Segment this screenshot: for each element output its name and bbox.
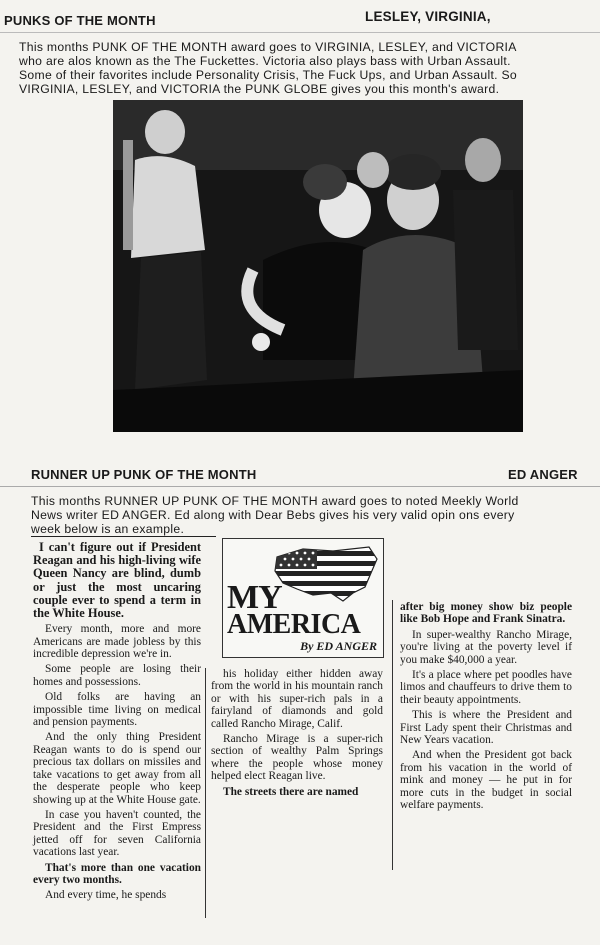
article-paragraph: The streets there are named bbox=[223, 785, 359, 798]
article-paragraph: And the only thing President Reagan wants to do is spend our precious tax dollars on missiles and take vacations to get away from all the desperate people who keep showing up at the White House gate. bbox=[33, 731, 201, 806]
my-america-logo bbox=[222, 538, 384, 658]
article-paragraph: And when the President got back from his vacation in the world of mink and money — he put in for more cuts in the budget in social welfare payments. bbox=[400, 749, 572, 812]
intro-line: week below is an example. bbox=[31, 522, 185, 536]
logo-america-text: AMERICA bbox=[227, 609, 361, 640]
article-paragraph: It's a place where pet poodles have limos and chauffeurs to drive them to their beauty appointments. bbox=[400, 669, 572, 706]
article-paragraph: after big money show biz people like Bob Hope and Frank Sinatra. bbox=[400, 601, 572, 626]
header-rule bbox=[0, 32, 600, 33]
intro-line: This months RUNNER UP PUNK OF THE MONTH award goes to noted Meekly World bbox=[31, 494, 519, 508]
punks-intro bbox=[19, 40, 594, 96]
logo-byline: By ED ANGER bbox=[300, 639, 377, 653]
punks-names-header: LESLEY, VIRGINIA, bbox=[365, 9, 491, 24]
article-paragraph: In case you haven't counted, the President and the First Empress jetted off for seven California vacations last year. bbox=[33, 808, 201, 859]
column-divider bbox=[205, 668, 206, 918]
article-paragraph: This is where the President and First Lady spent their Christmas and New Years vacation. bbox=[400, 709, 572, 747]
article-column-2 bbox=[211, 668, 383, 801]
intro-line: VIRGINIA, LESLEY, and VICTORIA the PUNK GLOBE gives you this month's award. bbox=[19, 82, 500, 96]
section-rule bbox=[0, 486, 600, 487]
author-name: ED ANGER bbox=[508, 467, 578, 482]
logo-my-text: MY bbox=[227, 579, 282, 616]
article-paragraph: That's more than one vacation every two months. bbox=[33, 861, 201, 886]
intro-underline bbox=[31, 536, 216, 537]
punks-of-the-month-title: PUNKS OF THE MONTH bbox=[4, 13, 156, 28]
article-column-1 bbox=[33, 541, 201, 905]
column-divider bbox=[392, 600, 393, 870]
article-paragraph: Some people are losing their homes and possessions. bbox=[33, 663, 201, 688]
article-lead: I can't figure out if President Reagan and his high-living wife Queen Nancy are blind, dumb or just the most uncaring couple ever to spend a term in the White House. bbox=[33, 540, 201, 621]
article-column-3 bbox=[400, 601, 572, 815]
band-photo bbox=[113, 100, 523, 432]
article-paragraph: Old folks are having an impossible time living on medical and pension payments. bbox=[33, 691, 201, 729]
intro-line: News writer ED ANGER. Ed along with Dear Bebs gives his very valid opin ons every bbox=[31, 508, 515, 522]
runner-up-intro bbox=[31, 494, 591, 536]
article-paragraph: And every time, he spends bbox=[45, 889, 167, 902]
band-photo-art bbox=[113, 100, 523, 432]
article-paragraph: Every month, more and more Americans are made jobless by this incredible depression we're in. bbox=[33, 623, 201, 661]
intro-line: who are alos known as the The Fuckettes. Victoria also plays bass with Urban Assault. bbox=[19, 54, 511, 68]
intro-line: Some of their favorites include Personality Crisis, The Fuck Ups, and Urban Assault. So bbox=[19, 68, 518, 82]
intro-line: This months PUNK OF THE MONTH award goes to VIRGINIA, LESLEY, and VICTORIA bbox=[19, 40, 517, 54]
us-map-flag-icon bbox=[273, 543, 379, 605]
article-paragraph: Rancho Mirage is a super-rich section of wealthy Palm Springs where the people whose money helped elect Reagan live. bbox=[211, 733, 383, 783]
article-paragraph: his holiday either hidden away from the world in his mountain ranch or with his super-rich pals in a fairyland of diamonds and gold called Rancho Mirage, Calif. bbox=[211, 668, 383, 730]
article-paragraph: In super-wealthy Rancho Mirage, you're living at the poverty level if you make $40,000 a year. bbox=[400, 628, 572, 666]
runner-up-title: RUNNER UP PUNK OF THE MONTH bbox=[31, 467, 257, 482]
